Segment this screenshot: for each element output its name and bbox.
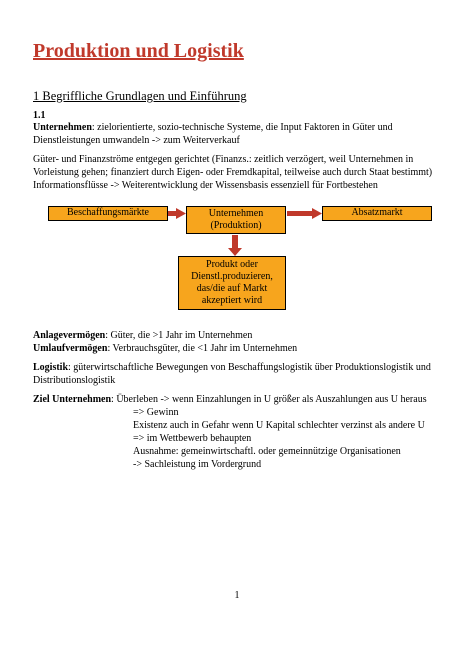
ziel-term: Ziel Unternehmen xyxy=(33,394,112,405)
unternehmen-def-line2: Dienstleistungen umwandeln -> zum Weiterverkauf xyxy=(33,135,240,146)
box-produkt-line3: das/die auf Markt xyxy=(196,283,268,294)
arrow-right-1 xyxy=(168,208,186,219)
umlauf-term: Umlaufvermögen xyxy=(33,343,108,354)
anlagevermoegen xyxy=(33,329,252,342)
box-absatz-label: Absatzmarkt xyxy=(351,207,403,218)
umlaufvermoegen xyxy=(33,342,297,355)
ziel-line6: -> Sachleistung im Vordergrund xyxy=(133,459,262,470)
unternehmen-term: Unternehmen xyxy=(33,122,92,133)
logistik-definition xyxy=(33,361,431,374)
logistik-term: Logistik xyxy=(33,362,69,373)
unternehmen-def-line1: : zielorientierte, sozio-technische Systeme, die Input Faktoren in Güter und xyxy=(91,122,393,133)
ziel-line2: => Gewinn xyxy=(133,407,179,418)
box-unternehmen-line1: Unternehmen xyxy=(208,208,264,219)
arrow-down xyxy=(228,235,242,256)
box-beschaffung-label: Beschaffungsmärkte xyxy=(66,207,149,218)
ziel-line5: Ausnahme: gemeinwirtschaftl. oder gemeinnützige Organisationen xyxy=(133,446,401,457)
page-title: Produktion und Logistik xyxy=(33,40,244,62)
box-produkt-line4: akzeptiert wird xyxy=(201,295,263,306)
ziel-unternehmen xyxy=(33,393,427,406)
logistik-def-line2: Distributionslogistik xyxy=(33,375,116,386)
page-number: 1 xyxy=(234,590,240,601)
anlage-term: Anlagevermögen xyxy=(33,330,106,341)
anlage-def: : Güter, die >1 Jahr im Unternehmen xyxy=(105,330,253,341)
ziel-line3: Existenz auch in Gefahr wenn U Kapital schlechter verzinst als andere U xyxy=(133,420,425,431)
subsection-number: 1.1 xyxy=(33,110,46,121)
ziel-line1: : Überleben -> wenn Einzahlungen in U größer als Auszahlungen aus U heraus xyxy=(111,394,427,405)
box-produkt-line2: Dienstl.produzieren, xyxy=(191,271,273,282)
ziel-line4: => im Wettbewerb behaupten xyxy=(133,433,252,444)
flows-line1: Güter- und Finanzströme entgegen gerichtet (Finanzs.: zeitlich verzögert, weil Unternehmen in xyxy=(33,154,414,165)
flows-line2: Vorleistung gehen; finanziert durch Eigen- oder Fremdkapital, teilweise auch durch Staat bestimmt) xyxy=(33,167,433,178)
logistik-def-line1: : güterwirtschaftliche Bewegungen von Beschaffungslogistik über Produktionslogistik und xyxy=(68,362,431,373)
box-unternehmen-line2: (Produktion) xyxy=(210,220,262,231)
arrow-right-2 xyxy=(287,208,322,219)
box-produkt-line1: Produkt oder xyxy=(206,259,258,270)
umlauf-def: : Verbrauchsgüter, die <1 Jahr im Unternehmen xyxy=(107,343,298,354)
section-heading: 1 Begriffliche Grundlagen und Einführung xyxy=(33,89,247,103)
flows-line3: Informationsflüsse -> Weiterentwicklung der Wissensbasis essenziell für Fortbestehen xyxy=(33,180,378,191)
